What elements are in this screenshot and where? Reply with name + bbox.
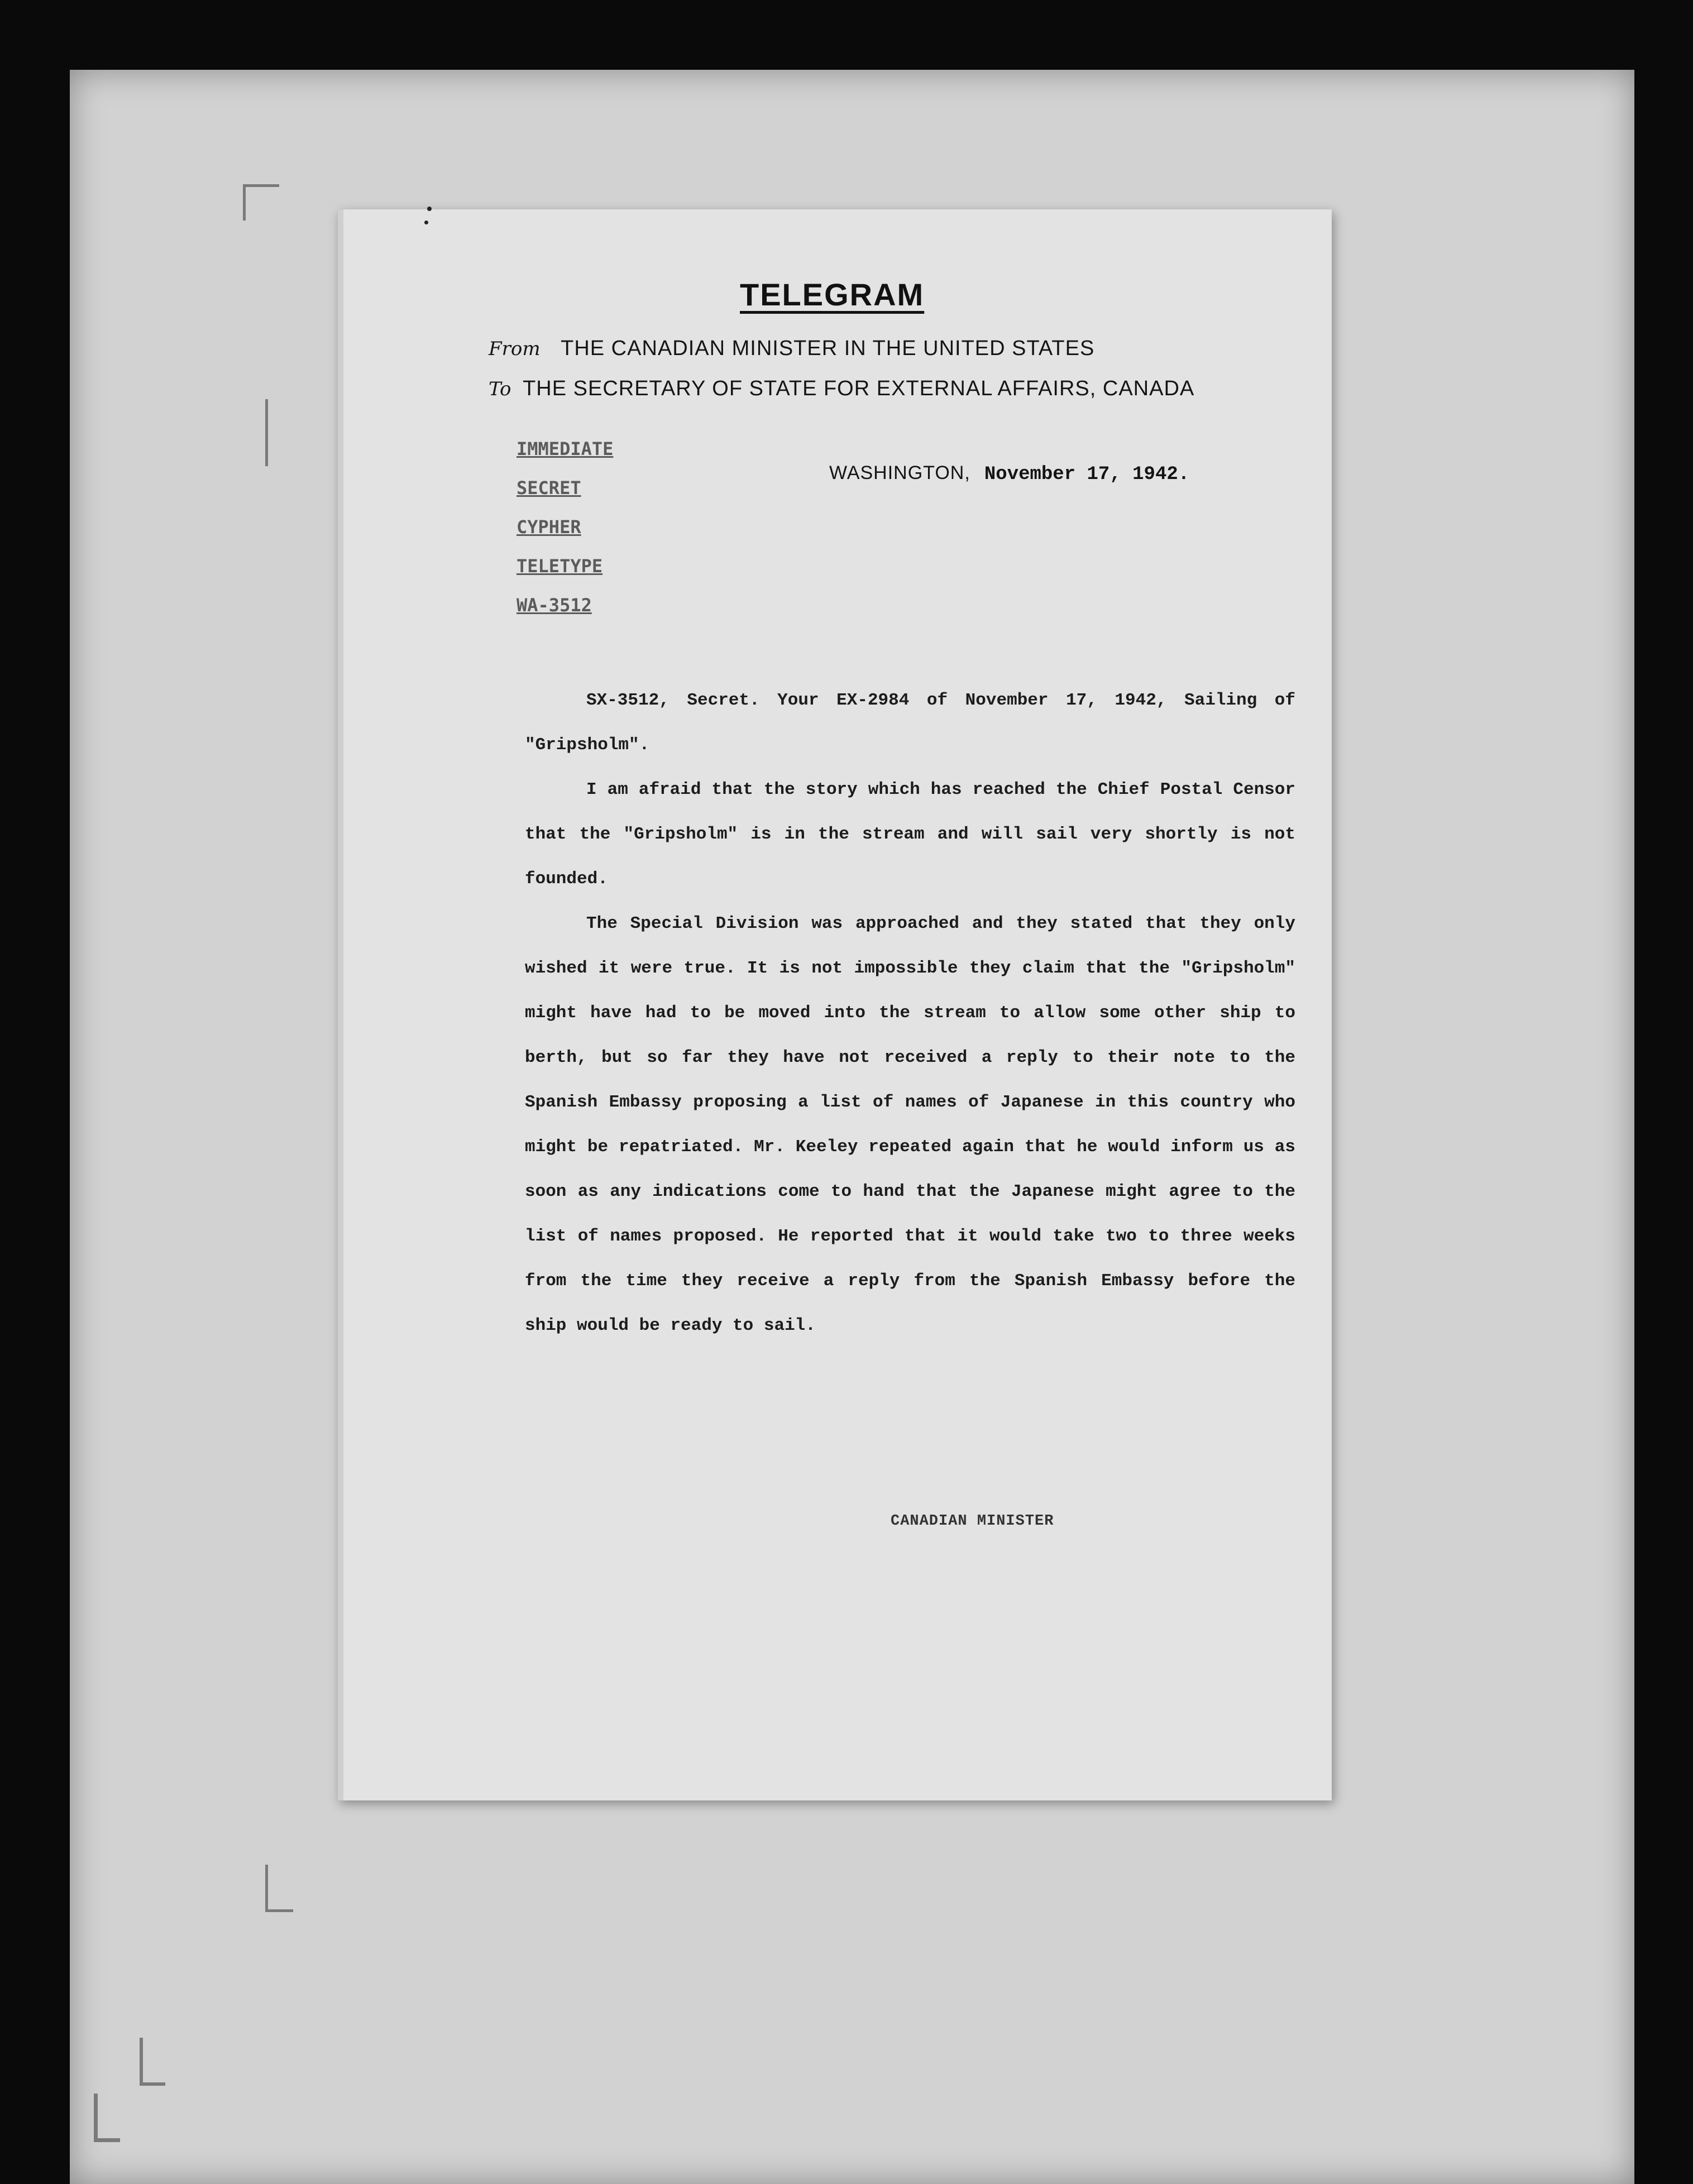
- from-value: THE CANADIAN MINISTER IN THE UNITED STATES: [561, 337, 1095, 360]
- signature: CANADIAN MINISTER: [891, 1513, 1054, 1530]
- date: November 17, 1942.: [984, 464, 1190, 485]
- crop-mark-middle-left: [265, 399, 290, 466]
- ink-speck: [424, 221, 428, 224]
- to-line: [489, 377, 1194, 401]
- sheet-left-edge: [338, 209, 343, 1800]
- from-line: [489, 337, 1094, 361]
- tag-reference-number: WA-3512: [516, 595, 592, 616]
- body-paragraph-2: The Special Division was approached and they stated that they only wished it were true. It is not impossible they claim that the "Gripsholm" might have had to be moved into the stream to allow some other ship to berth, but so far they have not received a reply to their note to the Spanish Embassy proposing a list of names of Japanese in this country who might be repatriated. Mr. Keeley repeated again that he would inform us as soon as any indications come to hand that the Japanese might agree to the list of names proposed. He reported that it would take two to three weeks from the time they receive a reply from the Spanish Embassy before the ship would be ready to sail.: [525, 914, 1295, 1335]
- telegram-body: [525, 678, 1295, 1348]
- ink-speck: [427, 207, 432, 211]
- document-title: TELEGRAM: [740, 277, 925, 312]
- tag-immediate: IMMEDIATE: [516, 438, 614, 459]
- body-paragraph-1: I am afraid that the story which has reached the Chief Postal Censor that the "Gripsholm" is in the stream and will sail very shortly is not founded.: [525, 780, 1295, 889]
- to-value: THE SECRETARY OF STATE FOR EXTERNAL AFFAIRS, CANADA: [523, 377, 1195, 400]
- to-label: To: [489, 378, 511, 400]
- tag-secret: SECRET: [516, 477, 581, 499]
- reference-paragraph: SX-3512, Secret. Your EX-2984 of November 17, 1942, Sailing of "Gripsholm".: [525, 691, 1295, 755]
- place-and-date: [829, 462, 1189, 485]
- telegram-sheet: [338, 209, 1332, 1800]
- crop-mark-bottom-left: [265, 1865, 293, 1912]
- crop-mark-top-left: [243, 184, 279, 221]
- crop-mark-corner-small: [140, 2038, 165, 2086]
- crop-mark-corner-large: [94, 2094, 120, 2142]
- tag-teletype: TELETYPE: [516, 555, 603, 577]
- from-label: From: [489, 338, 541, 360]
- place: WASHINGTON,: [829, 462, 970, 483]
- tag-cypher: CYPHER: [516, 516, 581, 538]
